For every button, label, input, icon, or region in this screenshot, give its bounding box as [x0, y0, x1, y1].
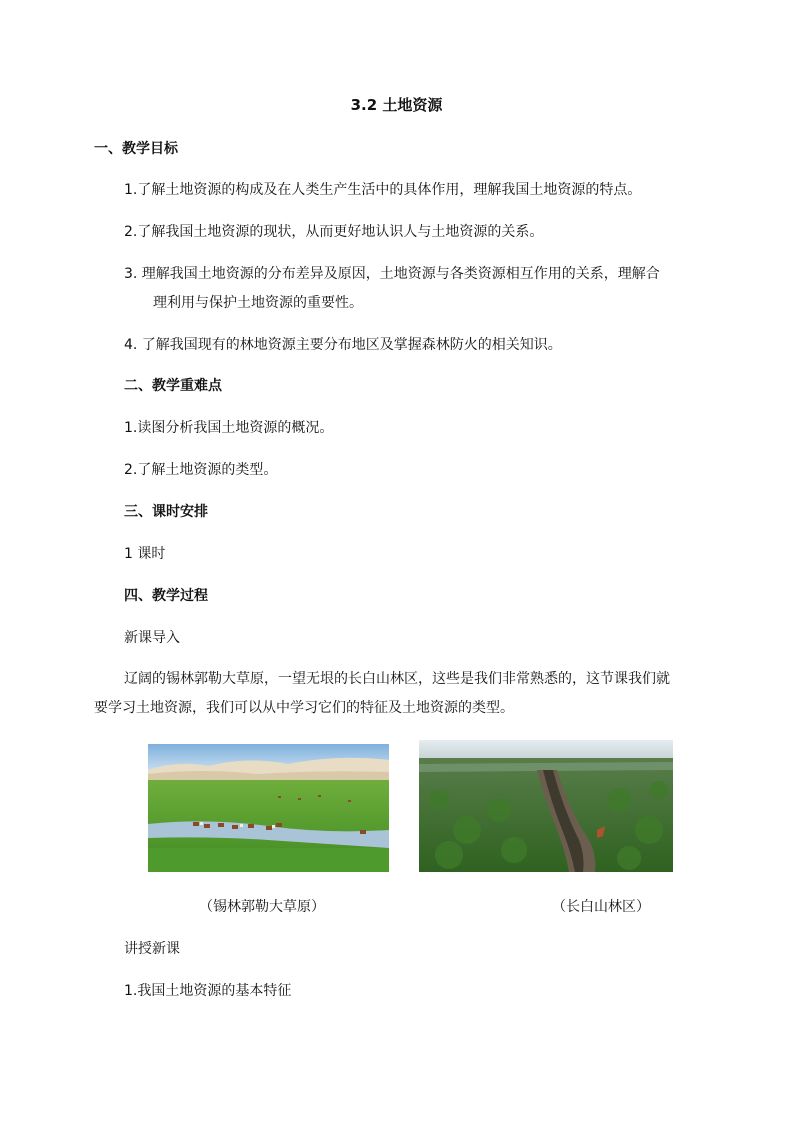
goal-item-3-continued: 理利用与保护土地资源的重要性。 — [153, 295, 363, 311]
new-lesson-label: 讲授新课 — [124, 941, 180, 957]
goal-item-3: 3. 理解我国土地资源的分布差异及原因，土地资源与各类资源相互作用的关系，理解合 — [124, 266, 660, 282]
subheading-land-features: 1.我国土地资源的基本特征 — [124, 983, 292, 999]
intro-label: 新课导入 — [124, 630, 180, 646]
forest-caption: （长白山林区） — [552, 899, 650, 915]
forest-photo — [419, 740, 673, 872]
intro-paragraph-line-1: 辽阔的锡林郭勒大草原，一望无垠的长白山林区，这些是我们非常熟悉的，这节课我们就 — [124, 671, 670, 687]
goal-item-1: 1.了解土地资源的构成及在人类生产生活中的具体作用，理解我国土地资源的特点。 — [124, 182, 642, 198]
schedule-item: 1 课时 — [124, 546, 166, 562]
section-heading-schedule: 三、课时安排 — [124, 504, 208, 520]
goal-item-2: 2.了解我国土地资源的现状，从而更好地认识人与土地资源的关系。 — [124, 224, 544, 240]
goal-item-4: 4. 了解我国现有的林地资源主要分布地区及掌握森林防火的相关知识。 — [124, 337, 562, 353]
key-point-1: 1.读图分析我国土地资源的概况。 — [124, 420, 334, 436]
grassland-caption: （锡林郭勒大草原） — [199, 899, 325, 915]
intro-paragraph-line-2: 要学习土地资源，我们可以从中学习它们的特征及土地资源的类型。 — [94, 700, 514, 716]
page-title: 3.2 土地资源 — [350, 96, 443, 114]
section-heading-key-points: 二、教学重难点 — [124, 378, 222, 394]
key-point-2: 2.了解土地资源的类型。 — [124, 462, 278, 478]
section-heading-process: 四、教学过程 — [124, 588, 208, 604]
section-heading-goals: 一、教学目标 — [94, 141, 178, 157]
grassland-photo — [148, 744, 389, 872]
